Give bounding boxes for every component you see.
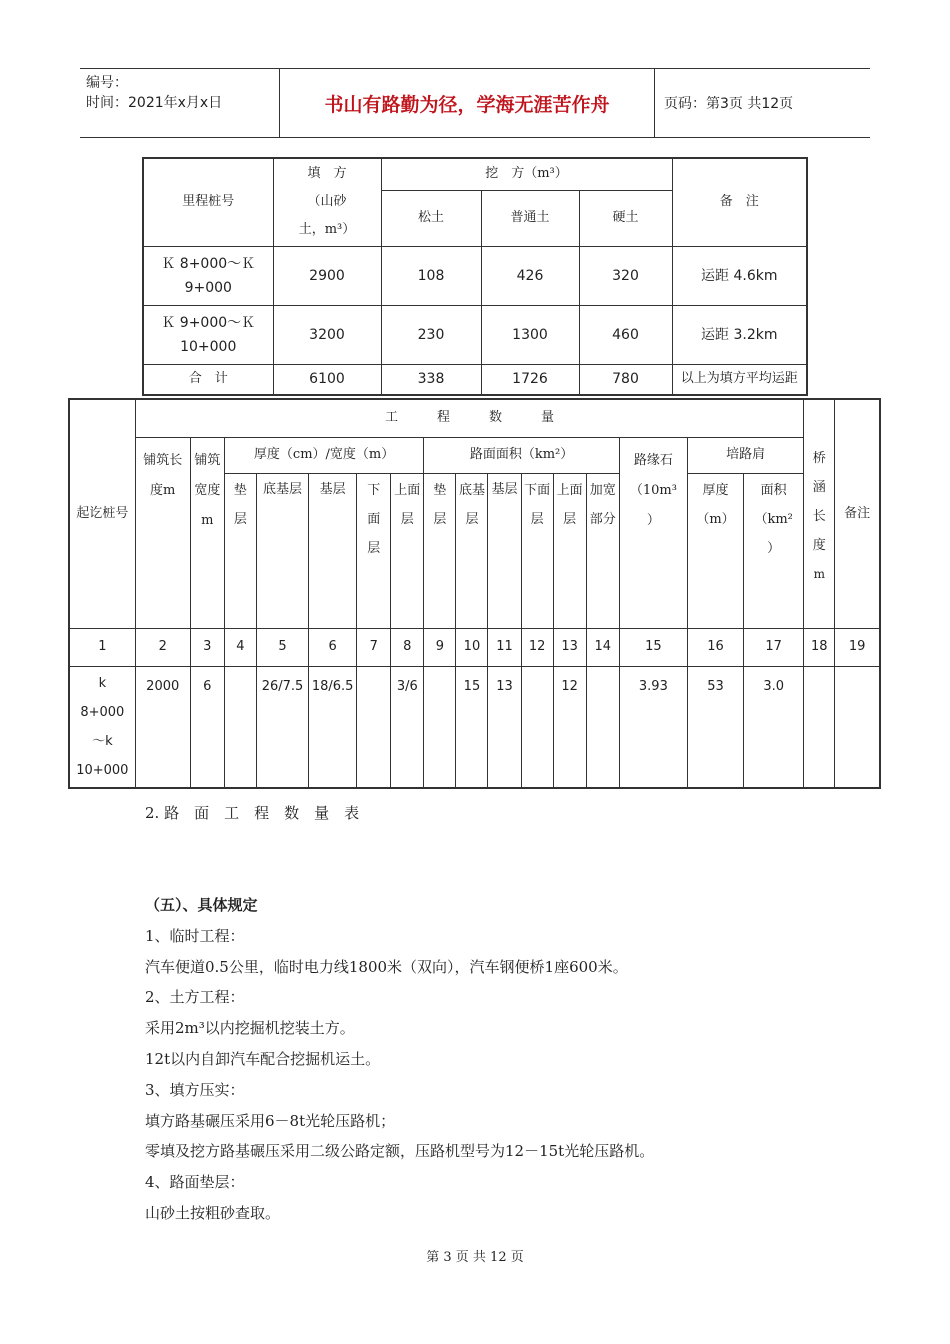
body-line: 汽车便道0.5公里，临时电力线1800米（双向），汽车钢便桥1座600米。: [145, 958, 628, 976]
table-caption: 2. 路 面 工 程 数 量 表: [145, 804, 360, 822]
col-loose: 松土: [381, 190, 481, 246]
col-station: 里程桩号: [143, 158, 273, 246]
col-remark: 备注: [835, 399, 880, 628]
col-hard: 硬土: [579, 190, 672, 246]
page-header: [80, 68, 870, 138]
col-cut: 挖 方（m³）: [381, 158, 672, 190]
col-station: 起讫桩号: [69, 399, 135, 628]
col-length: 铺筑长 度m: [135, 437, 190, 628]
col-remark: 备 注: [672, 158, 807, 246]
col-bridge: 桥 涵 长 度 m: [804, 399, 835, 628]
col-fill: 填 方 （山砂 土，m³）: [273, 158, 381, 246]
header-meta: [80, 69, 280, 137]
col-thickness: 厚度（cm）/宽度（m）: [224, 437, 423, 473]
header-code: 编号：: [86, 75, 128, 91]
earthwork-table: [142, 157, 808, 396]
header-time: 时间：2021年x月x日: [86, 95, 223, 111]
body-line: 零填及挖方路基碾压采用二级公路定额，压路机型号为12－15t光轮压路机。: [145, 1142, 655, 1160]
col-quantity: 工 程 数 量: [135, 399, 804, 437]
table-row: k 8+000 ～k 10+000 2000 6 26/7.5 18/6.5 3/6 15 13 12 3.93 53 3.0: [69, 666, 880, 788]
table-row: Ｋ 8+000～Ｋ 9+000 2900 108 426 320 运距 4.6km: [143, 246, 807, 305]
body-line: 填方路基碾压采用6－8t光轮压路机；: [145, 1112, 396, 1130]
body-line: 12t以内自卸汽车配合挖掘机运土。: [145, 1050, 381, 1068]
col-ordinary: 普通土: [481, 190, 579, 246]
col-curb: 路缘石 （10m³ ）: [619, 437, 687, 628]
header-motto: 书山有路勤为径，学海无涯苦作舟: [280, 69, 655, 137]
col-shoulder: 培路肩: [687, 437, 803, 473]
body-line: 3、填方压实：: [145, 1081, 245, 1099]
header-page: 页码：第3页 共12页: [664, 96, 794, 112]
page-footer: 第 3 页 共 12 页: [426, 1250, 524, 1265]
body-line: 山砂土按粗砂查取。: [145, 1204, 281, 1222]
body-line: 1、临时工程：: [145, 927, 245, 945]
body-line: 2、土方工程：: [145, 988, 245, 1006]
section-heading: （五）、具体规定: [145, 896, 258, 914]
total-row: 合 计 6100 338 1726 780 以上为填方平均运距: [143, 364, 807, 395]
body-line: 采用2m³以内挖掘机挖装土方。: [145, 1019, 355, 1037]
col-area: 路面面积（km²）: [424, 437, 619, 473]
body-line: 4、路面垫层：: [145, 1173, 245, 1191]
column-number-row: 1 2 3 4 5 6 7 8 9 10 11 12 13 14 15 16 17 18 19: [69, 628, 880, 666]
col-width: 铺筑 宽度 m: [190, 437, 224, 628]
pavement-table: 起讫桩号 工 程 数 量 桥 涵 长 度 m 备注 铺筑长 度m 铺筑 宽度 m 厚度（cm）/宽度（m） 路面面积（km²） 路缘石 （10m³ ） 培路肩 垫 层 底基层 基层 下 面 层 上面 层 垫 层 底基 层 基层 下面 层 上面 层 加宽 部分 厚度 （m） 面积 （km² ） 1 2 3 4 5 6 7 8 9 10 11 12 13 14 15 16 17 18 19 k 8+000 ～k 10+000 2000 6 26/7.5 18/6.5 3/6 15 13 12 3.93 53 3.0: [68, 398, 881, 789]
table-row: Ｋ 9+000～Ｋ 10+000 3200 230 1300 460 运距 3.2km: [143, 305, 807, 364]
